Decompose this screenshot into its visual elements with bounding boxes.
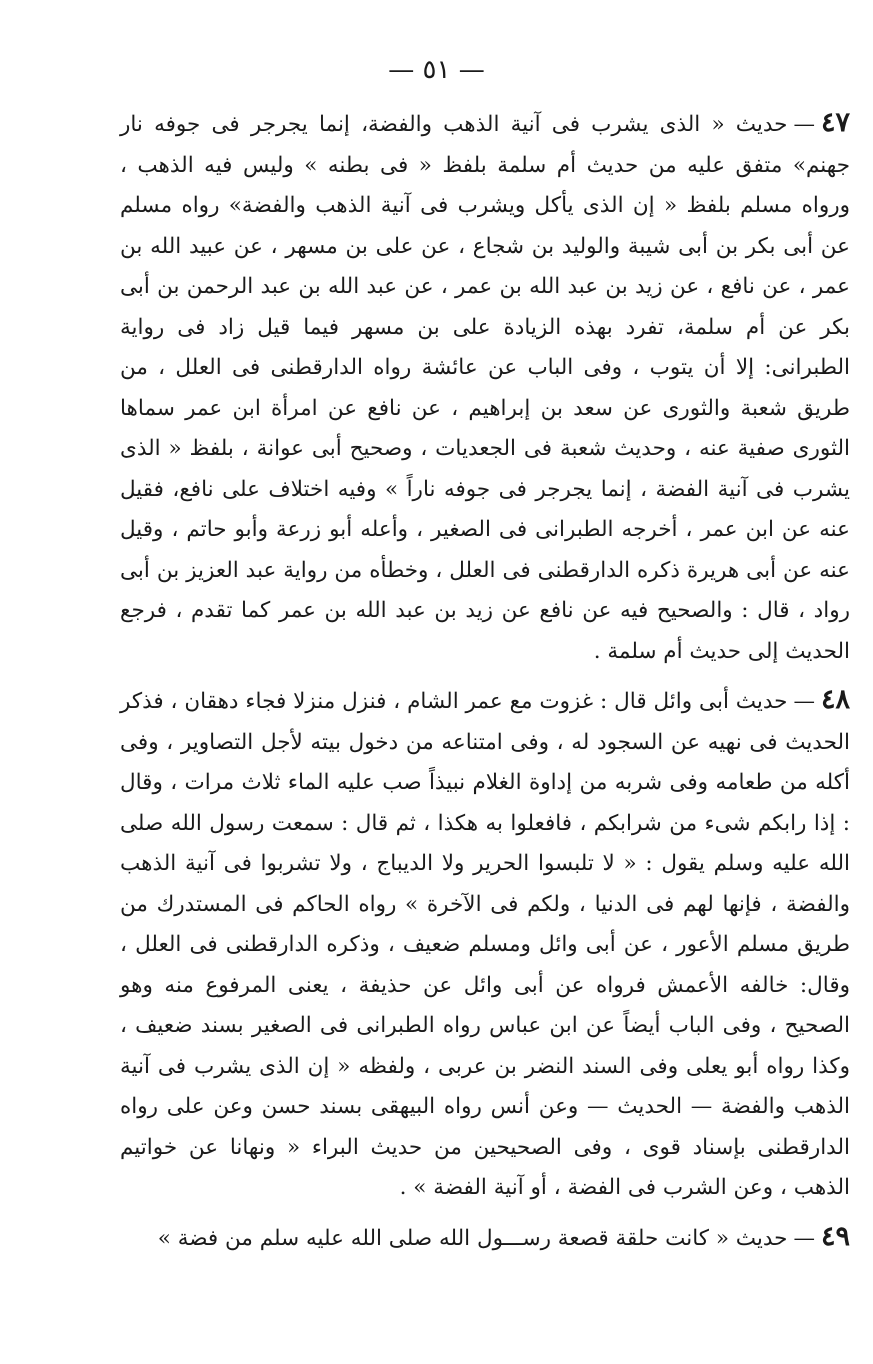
- entry-dash: —: [793, 1225, 815, 1251]
- entry-dash: —: [793, 112, 815, 137]
- entry-number: ٤٩: [820, 1220, 850, 1252]
- hadith-entry-48: [120, 680, 850, 1209]
- entry-text: حديث « الذى يشرب فى آنية الذهب والفضة، إنما يجرجر فى جوفه نار جهنم» متفق عليه من حديث أم سلمة بلفظ « فى بطنه » وليس فيه الذهب ، ورواه مسلم بلفظ « إن الذى يأكل ويشرب فى آنية الذهب والفضة» رواه مسلم عن أبى بكر بن أبى شيبة والوليد بن شجاع ، عن على بن مسهر ، عن عبيد الله بن عمر ، عن نافع ، عن زيد بن عبد الله بن عمر ، عن عبد الله بن عبد الرحمن بن أبى بكر عن أم سلمة، تفرد بهذه الزيادة على بن مسهر فيما قيل زاد فى رواية الطبرانى: إلا أن يتوب ، وفى الباب عن عائشة رواه الدارقطنى فى العلل ، من طريق شعبة والثورى عن سعد بن إبراهيم ، عن نافع عن امرأة ابن عمر سماها الثورى صفية عنه ، وحديث شعبة فى الجعديات ، وصحيح أبى عوانة ، بلفظ « الذى يشرب فى آنية الفضة ، إنما يجرجر فى جوفه ناراً » وفيه اختلاف على نافع، فقيل عنه عن ابن عمر ، أخرجه الطبرانى فى الصغير ، وأعله أبو زرعة وأبو حاتم ، وقيل عنه عن أبى هريرة ذكره الدارقطنى فى العلل ، وخطأه من رواية عبد العزيز بن أبى رواد ، قال : والصحيح فيه عن نافع عن زيد بن عبد الله بن عمر كما تقدم ، فرجع الحديث إلى حديث أم سلمة .: [120, 112, 850, 664]
- entry-dash: —: [793, 689, 815, 714]
- entry-number: ٤٧: [820, 107, 850, 138]
- entry-text: حديث أبى وائل قال : غزوت مع عمر الشام ، فنزل منزلا فجاء دهقان ، فذكر الحديث فى نهيه عن السجود له ، وفى امتناعه من دخول بيته لأجل التصاوير ، وفى أكله من طعامه وفى شربه من إداوة الغلام نبيذاً صب عليه الماء ثلاث مرات ، وقال : إذا رابكم شىء من شرابكم ، فافعلوا به هكذا ، ثم قال : سمعت رسول الله صلى الله عليه وسلم يقول : « لا تلبسوا الحرير ولا الديباج ، ولا تشربوا فى آنية الذهب والفضة ، فإنها لهم فى الدنيا ، ولكم فى الآخرة » رواه الحاكم فى المستدرك من طريق مسلم الأعور ، عن أبى وائل ومسلم ضعيف ، وذكره الدارقطنى فى العلل ، وقال: خالفه الأعمش فرواه عن أبى وائل عن حذيفة ، يعنى المرفوع منه وهو الصحيح ، وفى الباب أيضاً عن ابن عباس رواه الطبرانى فى الصغير بسند ضعيف ، وكذا رواه أبو يعلى وفى السند النضر بن عربى ، ولفظه « إن الذى يشرب فى آنية الذهب والفضة — الحديث — وعن أنس رواه البيهقى بسند حسن وعن على رواه الدارقطنى بإسناد قوى ، وفى الصحيحين من حديث البراء « ونهانا عن خواتيم الذهب ، وعن الشرب فى الفضة ، أو آنية الفضة » .: [120, 689, 850, 1200]
- entry-number: ٤٨: [820, 684, 850, 715]
- page-body: [120, 103, 850, 1259]
- page-number: — ٥١ —: [388, 55, 485, 85]
- entry-text: حديث « كانت حلقة قصعة رســـول الله صلى الله عليه سلم من فضة »: [157, 1225, 788, 1251]
- hadith-entry-47: [120, 103, 850, 672]
- hadith-entry-49: [120, 1217, 850, 1260]
